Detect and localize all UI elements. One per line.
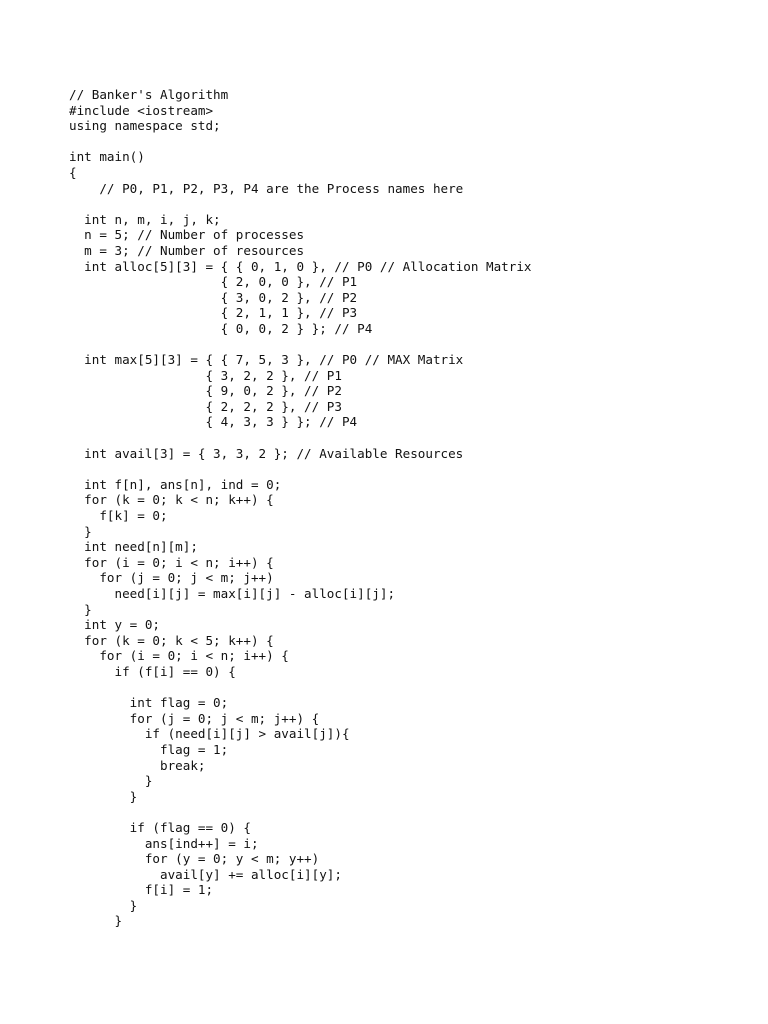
code-line: using namespace std;	[69, 118, 221, 134]
code-line: }	[69, 788, 138, 804]
code-line	[69, 430, 749, 446]
code-line: { 9, 0, 2 }, // P2	[69, 383, 342, 399]
code-line: for (i = 0; i < n; i++) {	[69, 554, 274, 570]
code-line: {	[69, 164, 77, 180]
code-line: ans[ind++] = i;	[69, 835, 259, 851]
code-line: avail[y] += alloc[i][y];	[69, 866, 342, 882]
code-line: }	[69, 913, 123, 929]
code-line: f[i] = 1;	[69, 882, 214, 898]
code-line	[69, 196, 749, 212]
code-line: }	[69, 897, 138, 913]
code-line: f[k] = 0;	[69, 508, 168, 524]
code-line: { 2, 2, 2 }, // P3	[69, 398, 342, 414]
code-line: { 4, 3, 3 } }; // P4	[69, 414, 358, 430]
code-line: for (i = 0; i < n; i++) {	[69, 648, 289, 664]
code-line: // Banker's Algorithm	[69, 87, 229, 102]
code-line: for (y = 0; y < m; y++)	[69, 851, 320, 867]
code-line: for (j = 0; j < m; j++) {	[69, 710, 320, 726]
code-line	[69, 680, 749, 696]
code-line: int y = 0;	[69, 617, 160, 633]
code-line: break;	[69, 757, 206, 773]
code-line: int main()	[69, 149, 145, 165]
code-line	[69, 337, 749, 353]
code-line: flag = 1;	[69, 741, 229, 757]
code-line: int max[5][3] = { { 7, 5, 3 }, // P0 // MAX Matrix	[69, 352, 464, 368]
code-line: #include <iostream>	[69, 102, 214, 118]
code-line: int flag = 0;	[69, 695, 229, 711]
code-line: int n, m, i, j, k;	[69, 211, 221, 227]
code-line: for (k = 0; k < n; k++) {	[69, 492, 274, 508]
code-line: }	[69, 773, 153, 789]
code-line: int f[n], ans[n], ind = 0;	[69, 476, 282, 492]
code-line: need[i][j] = max[i][j] - alloc[i][j];	[69, 586, 396, 601]
code-line: if (need[i][j] > avail[j]){	[69, 726, 350, 742]
code-line: { 0, 0, 2 } }; // P4	[69, 320, 373, 336]
code-line: int avail[3] = { 3, 3, 2 }; // Available Resources	[69, 445, 464, 461]
code-line: // P0, P1, P2, P3, P4 are the Process names here	[69, 180, 464, 196]
code-line	[69, 134, 749, 150]
code-line: for (j = 0; j < m; j++)	[69, 570, 274, 586]
code-block	[69, 87, 749, 929]
code-line: }	[69, 601, 92, 617]
code-line: int need[n][m];	[69, 539, 198, 555]
code-line: for (k = 0; k < 5; k++) {	[69, 632, 274, 648]
code-line: { 2, 0, 0 }, // P1	[69, 274, 358, 290]
code-line: m = 3; // Number of resources	[69, 242, 305, 258]
code-line: int alloc[5][3] = { { 0, 1, 0 }, // P0 // Allocation Matrix	[69, 258, 532, 274]
code-line: { 2, 1, 1 }, // P3	[69, 305, 358, 321]
code-line: }	[69, 523, 92, 539]
code-line	[69, 804, 749, 820]
code-line: { 3, 0, 2 }, // P2	[69, 289, 358, 305]
code-line: if (f[i] == 0) {	[69, 663, 236, 679]
code-line: { 3, 2, 2 }, // P1	[69, 367, 342, 383]
code-line: n = 5; // Number of processes	[69, 227, 305, 243]
code-line: if (flag == 0) {	[69, 819, 251, 835]
code-line	[69, 461, 749, 477]
